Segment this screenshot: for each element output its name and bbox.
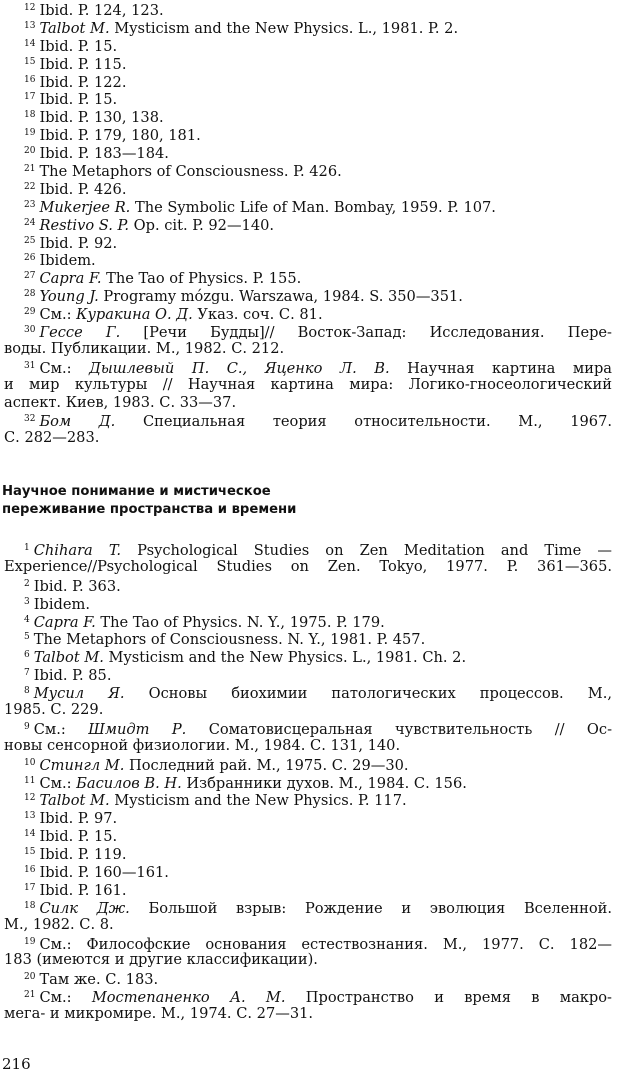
note-text: Psychological Studies on Zen Meditation and Time — — [121, 542, 612, 559]
note-line — [0, 934, 612, 952]
note-number: 15 — [24, 847, 36, 858]
note-number: 19 — [24, 936, 36, 947]
note-number: 5 — [24, 632, 30, 643]
note-text: Experience//Psychological Studies on Zen. Tokyo, 1977. P. 361—365. — [4, 557, 612, 575]
note-prefix: См.: — [39, 774, 77, 792]
note-author: Talbot M. — [39, 19, 110, 37]
note-number: 2 — [24, 578, 30, 589]
note-text: Научная картина мира — [389, 359, 613, 377]
note-line — [0, 161, 620, 179]
note-text: Ibid. P. 426. — [39, 180, 127, 198]
note-continuation-line — [0, 429, 620, 447]
note-text: The Metaphors of Consciousness. N. Y., 1981. P. 457. — [33, 631, 426, 649]
note-number: 9 — [24, 721, 30, 732]
note-number: 17 — [24, 882, 36, 893]
note-text: 1985. С. 229. — [4, 701, 104, 719]
note-line — [0, 179, 620, 197]
note-number: 32 — [24, 414, 36, 425]
note-text: Ibid. P. 122. — [39, 73, 127, 91]
note-text: Mysticism and the New Physics. L., 1981. P. 2. — [109, 19, 459, 37]
note-author: Capra F. — [39, 270, 102, 288]
note-author: Young J. — [39, 288, 99, 306]
note-text: The Tao of Physics. P. 155. — [101, 270, 302, 288]
note-author: Басилов В. Н. — [76, 774, 182, 792]
note-line — [0, 107, 620, 125]
note-text: Ibid. P. 130, 138. — [39, 109, 164, 127]
note-continuation-line — [0, 737, 620, 755]
note-line — [0, 36, 620, 54]
note-line — [0, 304, 620, 322]
note-line — [0, 18, 620, 36]
note-continuation-line — [0, 1005, 620, 1023]
note-text: Большой взрыв: Рождение и эволюция Вселенной. — [129, 899, 612, 917]
note-line — [0, 215, 620, 233]
note-text: Ibidem. — [33, 595, 90, 613]
note-number: 13 — [24, 811, 36, 822]
note-number: 13 — [24, 20, 36, 31]
note-author: Mukerjee R. — [39, 198, 131, 216]
note-text: Специальная теория относительности. М., 1967. — [115, 413, 612, 431]
note-line — [0, 233, 620, 251]
note-author: Силк Дж. — [39, 899, 130, 917]
note-number: 18 — [24, 110, 36, 121]
note-number: 1 — [24, 543, 30, 553]
note-line — [0, 647, 620, 665]
note-text: Ibid. P. 119. — [39, 846, 127, 864]
note-number: 28 — [24, 289, 36, 300]
note-line — [0, 898, 612, 916]
note-line — [0, 808, 620, 826]
note-text: М., 1982. С. 8. — [4, 915, 114, 933]
note-number: 26 — [24, 253, 36, 264]
note-text: мега- и микромире. М., 1974. С. 27—31. — [4, 1005, 314, 1023]
note-line — [0, 250, 620, 268]
note-line — [0, 755, 620, 773]
note-number: 14 — [24, 38, 36, 49]
section-heading — [2, 483, 296, 519]
note-author: Дышлевый П. С., Яценко Л. В. — [89, 359, 390, 377]
note-text: Ibidem. — [39, 252, 96, 270]
note-number: 25 — [24, 235, 36, 246]
note-number: 18 — [24, 900, 36, 911]
note-number: 24 — [24, 217, 36, 228]
note-continuation-line — [0, 394, 620, 412]
note-text: С. 282—283. — [4, 429, 100, 447]
note-continuation-line — [0, 951, 620, 969]
note-line — [0, 612, 620, 630]
note-text: и мир культуры // Научная картина мира: Логико-гносеологический — [4, 375, 612, 393]
note-text: Ibid. P. 85. — [33, 667, 112, 685]
note-number: 16 — [24, 74, 36, 85]
note-number: 6 — [24, 650, 30, 661]
note-line — [0, 125, 620, 143]
note-author: Бом Д. — [39, 413, 116, 431]
note-number: 27 — [24, 271, 36, 282]
note-number: 21 — [24, 990, 36, 1001]
notes-list-chapter-end — [0, 0, 620, 447]
note-prefix: См.: — [33, 720, 89, 738]
note-number: 14 — [24, 829, 36, 840]
note-line — [0, 790, 620, 808]
note-text: Там же. С. 183. — [39, 971, 159, 989]
note-line — [0, 719, 612, 737]
note-number: 20 — [24, 146, 36, 157]
note-number: 19 — [24, 128, 36, 139]
note-text: Ibid. P. 124, 123. — [39, 2, 164, 19]
note-line — [0, 665, 620, 683]
note-number: 10 — [24, 757, 36, 768]
note-author: Гессе Г. — [39, 324, 121, 342]
note-text: Programy mózgu. Warszawa, 1984. S. 350—351. — [98, 288, 463, 306]
note-number: 31 — [24, 360, 36, 371]
note-line — [0, 0, 620, 18]
note-text: [Речи Будды]// Восток-Запад: Исследования. Пере- — [120, 324, 612, 342]
note-line — [0, 683, 612, 701]
note-number: 16 — [24, 865, 36, 876]
note-line — [0, 826, 620, 844]
note-text: Избранники духов. М., 1984. С. 156. — [181, 774, 467, 792]
note-author: Шмидт Р. — [88, 720, 187, 738]
note-line — [0, 286, 620, 304]
note-number: 22 — [24, 181, 36, 192]
section-heading-line: Научное понимание и мистическое — [2, 484, 271, 499]
note-line — [0, 89, 620, 107]
note-number: 20 — [24, 972, 36, 983]
note-number: 11 — [24, 775, 36, 786]
note-author: Talbot M. — [39, 792, 110, 810]
note-text: Последний рай. М., 1975. С. 29—30. — [124, 756, 409, 774]
note-line — [0, 594, 620, 612]
note-line — [0, 880, 620, 898]
note-number: 7 — [24, 668, 30, 679]
section-heading-line: переживание пространства и времени — [2, 502, 297, 517]
note-continuation-line — [0, 701, 620, 719]
note-text: Указ. соч. С. 81. — [192, 306, 323, 324]
note-text: Пространство и время в макро- — [285, 989, 612, 1007]
note-text: The Tao of Physics. N. Y., 1975. P. 179. — [95, 613, 385, 631]
note-continuation-line — [0, 340, 620, 358]
note-text: Op. cit. P. 92—140. — [129, 216, 275, 234]
note-number: 8 — [24, 686, 30, 697]
note-line — [0, 411, 612, 429]
note-text: Ibid. P. 161. — [39, 881, 127, 899]
note-line — [0, 358, 612, 376]
note-text: Соматовисцеральная чувствительность // Ос- — [186, 720, 612, 738]
note-text: Ibid. P. 15. — [39, 37, 118, 55]
page-number: 216 — [2, 1055, 31, 1073]
note-author: Capra F. — [33, 613, 96, 631]
note-number: 23 — [24, 199, 36, 210]
note-line — [0, 540, 612, 558]
note-prefix: См.: — [39, 306, 77, 324]
note-line — [0, 629, 620, 647]
note-number: 12 — [24, 793, 36, 804]
note-line — [0, 268, 620, 286]
note-number: 21 — [24, 164, 36, 175]
note-number: 17 — [24, 92, 36, 103]
note-number: 29 — [24, 307, 36, 318]
note-number: 15 — [24, 56, 36, 67]
note-author: Chihara T. — [33, 542, 122, 559]
note-prefix: См.: — [39, 359, 90, 377]
note-text: Mysticism and the New Physics. L., 1981. Ch. 2. — [103, 649, 467, 667]
note-author: Куракина О. Д. — [76, 306, 193, 324]
note-text: 183 (имеются и другие классификации). — [4, 951, 318, 969]
note-text: Ibid. P. 115. — [39, 55, 127, 73]
note-continuation-line — [0, 916, 620, 934]
note-continuation-line — [0, 558, 612, 576]
note-text: Ibid. P. 363. — [33, 577, 121, 595]
note-author: Мостепаненко А. М. — [91, 989, 286, 1007]
note-text: The Metaphors of Consciousness. P. 426. — [39, 163, 342, 181]
note-line — [0, 969, 620, 987]
note-text: Ibid. P. 15. — [39, 828, 118, 846]
note-text: См.: Философские основания естествознания. М., 1977. С. 182— — [39, 935, 612, 953]
note-text: Ibid. P. 160—161. — [39, 864, 169, 882]
note-line — [0, 322, 612, 340]
note-text: Ibid. P. 15. — [39, 91, 118, 109]
note-text: новы сенсорной физиологии. М., 1984. С. 131, 140. — [4, 736, 401, 754]
note-text: Ibid. P. 92. — [39, 234, 118, 252]
note-text: Основы биохимии патологических процессов. М., — [124, 685, 612, 703]
note-line — [0, 54, 620, 72]
note-line — [0, 773, 620, 791]
note-author: Мусил Я. — [33, 685, 125, 703]
note-line — [0, 197, 620, 215]
note-text: Ibid. P. 183—184. — [39, 145, 169, 163]
note-author: Restivo S. P. — [39, 216, 130, 234]
note-line — [0, 576, 620, 594]
note-author: Стингл М. — [39, 756, 125, 774]
notes-list-section — [0, 540, 620, 1023]
note-text: Ibid. P. 179, 180, 181. — [39, 127, 201, 145]
note-line — [0, 143, 620, 161]
note-line — [0, 844, 620, 862]
note-text: Mysticism and the New Physics. P. 117. — [109, 792, 407, 810]
note-prefix: См.: — [39, 989, 92, 1007]
note-number: 4 — [24, 614, 30, 625]
note-text: The Symbolic Life of Man. Bombay, 1959. P. 107. — [130, 198, 496, 216]
note-continuation-line — [0, 376, 612, 394]
note-line — [0, 862, 620, 880]
note-author: Talbot M. — [33, 649, 104, 667]
note-number: 30 — [24, 325, 36, 336]
note-text: воды. Публикации. М., 1982. С. 212. — [4, 339, 285, 357]
note-text: аспект. Киев, 1983. С. 33—37. — [4, 393, 237, 411]
note-line — [0, 987, 612, 1005]
note-number: 3 — [24, 596, 30, 607]
note-text: Ibid. P. 97. — [39, 810, 118, 828]
note-number: 12 — [24, 3, 36, 13]
note-line — [0, 72, 620, 90]
